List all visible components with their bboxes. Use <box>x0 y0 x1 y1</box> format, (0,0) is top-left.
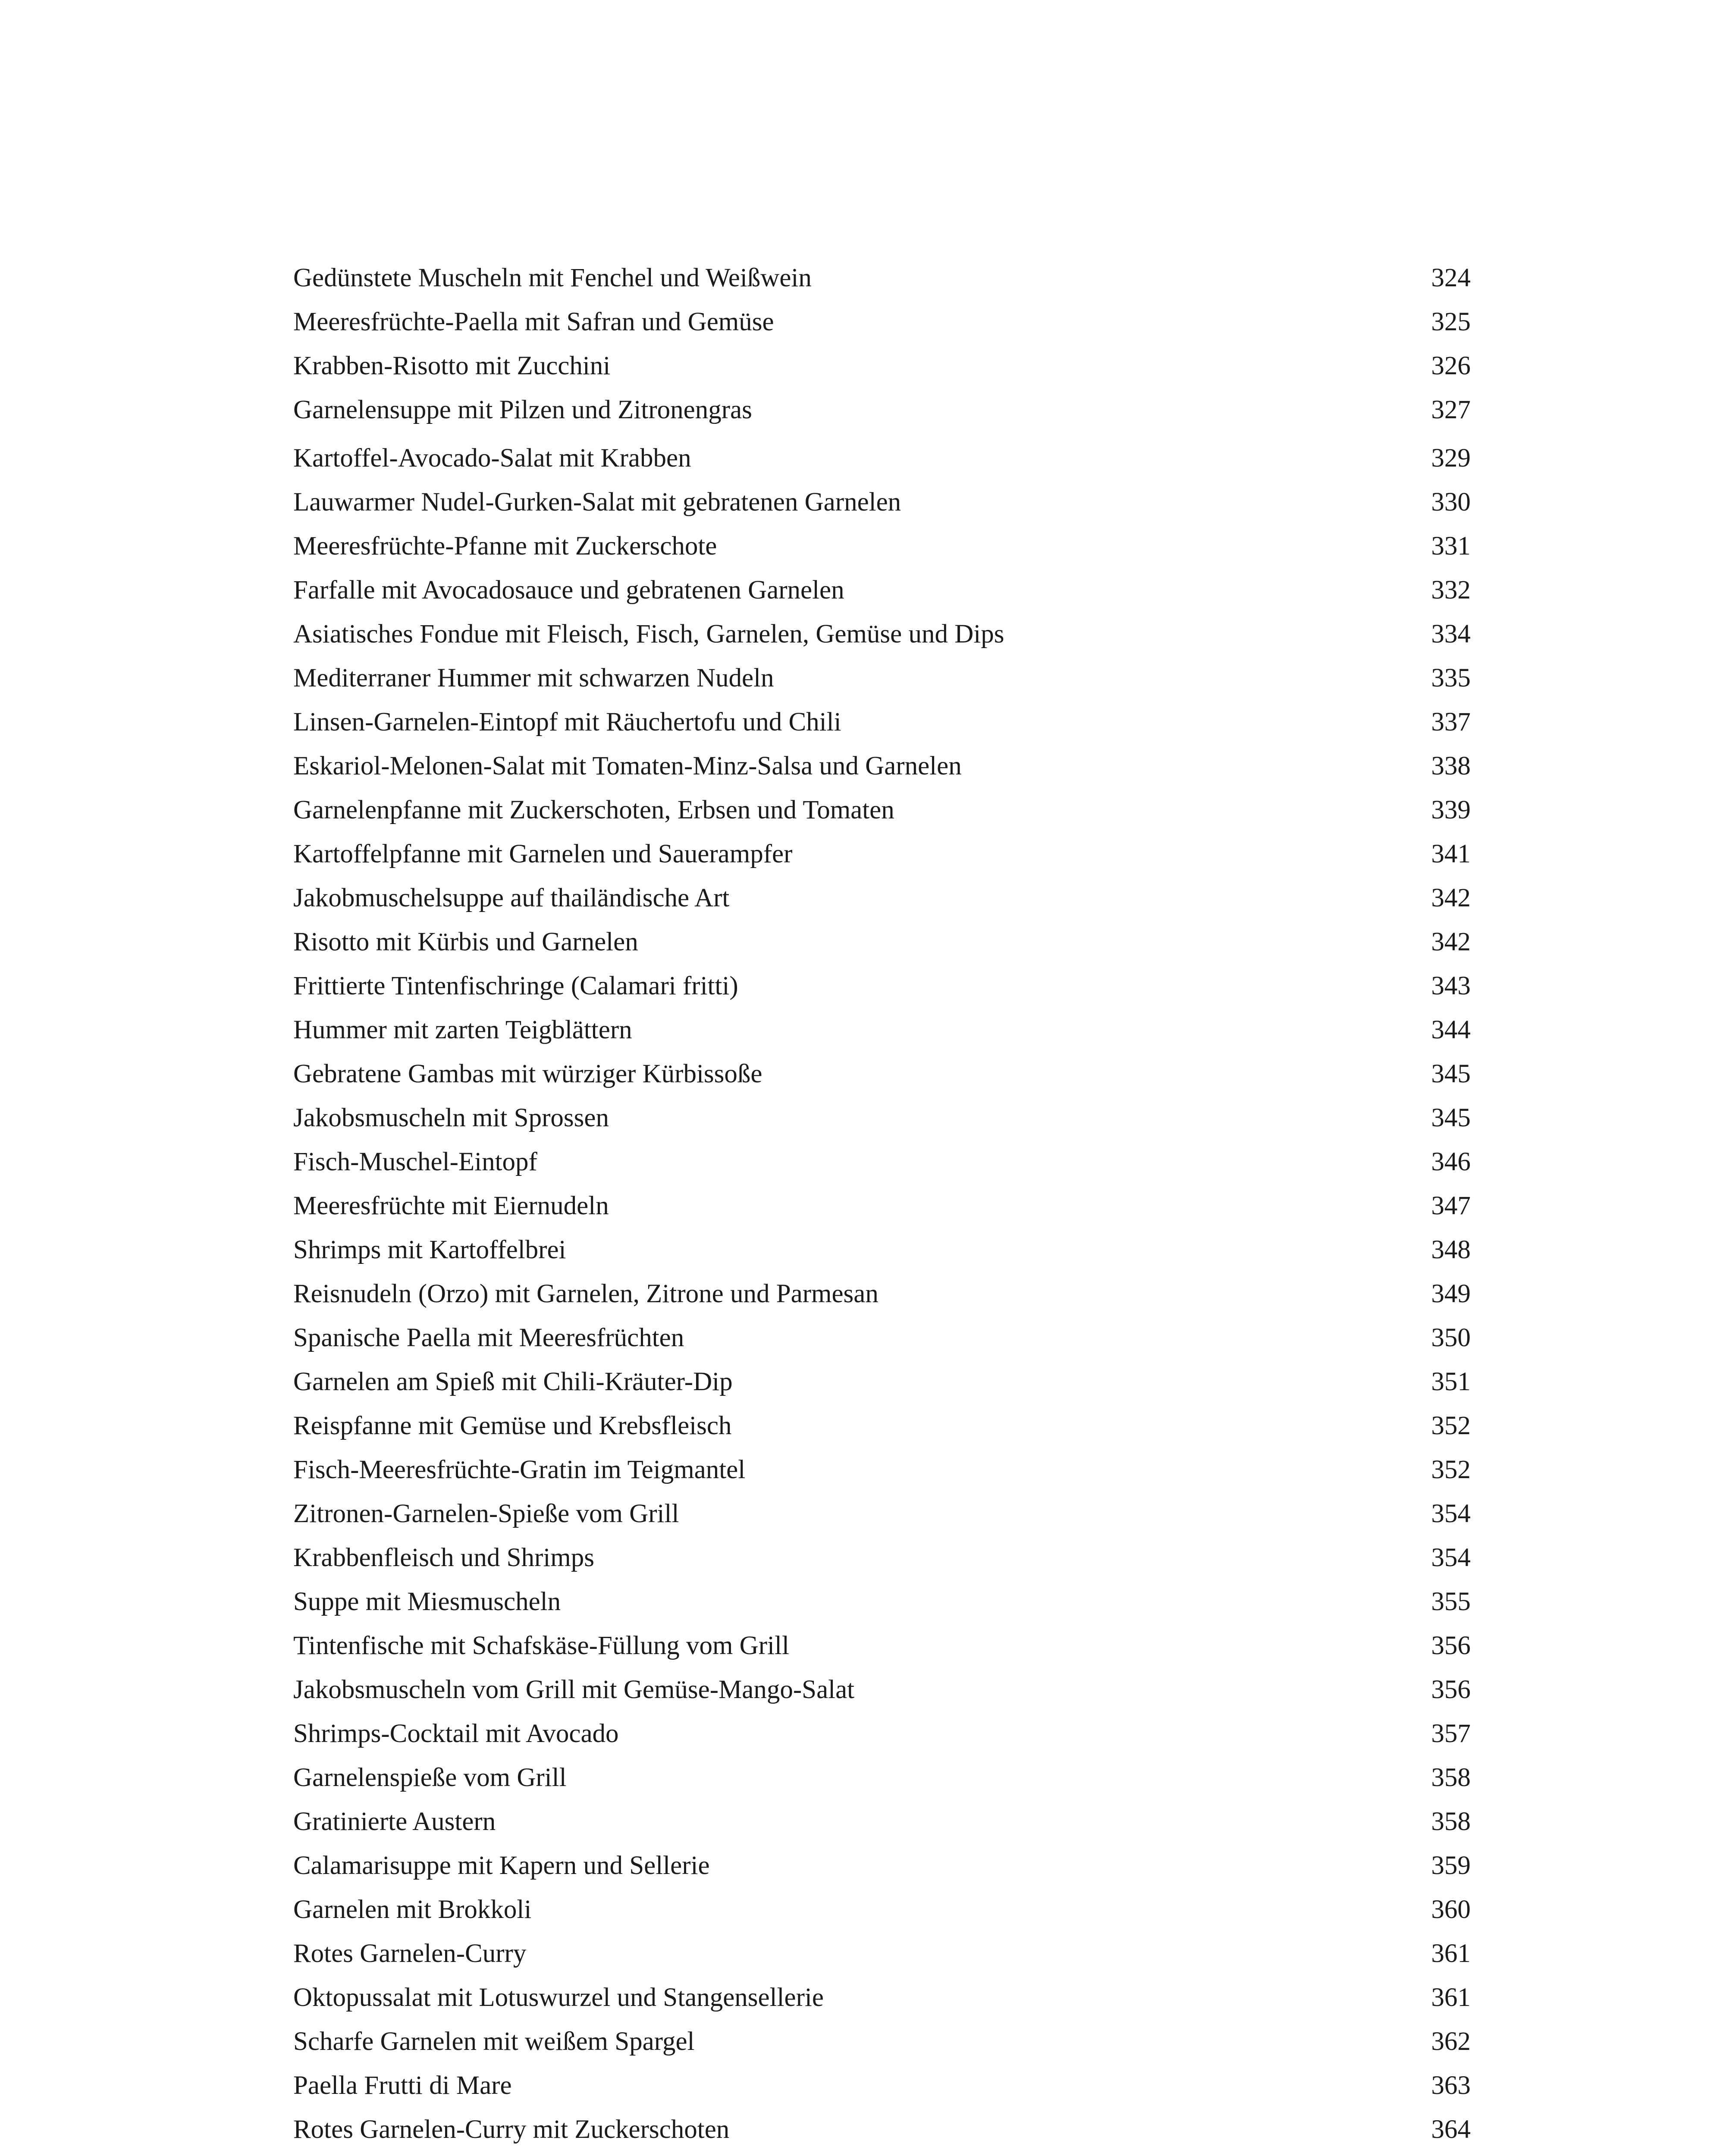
toc-entry-title: Gebratene Gambas mit würziger Kürbissoße <box>293 1059 762 1088</box>
toc-entry-title: Meeresfrüchte-Pfanne mit Zuckerschote <box>293 532 717 561</box>
toc-entry-page: 361 <box>1431 1939 1471 1968</box>
toc-entry-page: 363 <box>1431 2071 1471 2100</box>
toc-entry-title: Hummer mit zarten Teigblättern <box>293 1015 632 1044</box>
toc-entry-title: Mediterraner Hummer mit schwarzen Nudeln <box>293 664 774 693</box>
toc-entry-title: Calamarisuppe mit Kapern und Sellerie <box>293 1851 710 1880</box>
toc-entry <box>293 1844 1471 1888</box>
toc-entry <box>293 1712 1471 1756</box>
toc-entry-title: Reisnudeln (Orzo) mit Garnelen, Zitrone und Parmesan <box>293 1279 879 1308</box>
toc-entry <box>293 2108 1471 2152</box>
toc-entry-page: 338 <box>1431 752 1471 780</box>
toc-entry <box>293 524 1471 568</box>
toc-entry-title: Garnelenspieße vom Grill <box>293 1763 567 1792</box>
toc-entry-page: 342 <box>1431 884 1471 912</box>
toc-entry <box>293 436 1471 480</box>
toc-entry-page: 360 <box>1431 1895 1471 1924</box>
toc-entry <box>293 1316 1471 1360</box>
toc-entry <box>293 832 1471 876</box>
toc-entry-title: Kartoffel-Avocado-Salat mit Krabben <box>293 444 691 473</box>
toc-entry-page: 359 <box>1431 1851 1471 1880</box>
toc-entry-page: 332 <box>1431 576 1471 605</box>
toc-entry <box>293 1052 1471 1096</box>
toc-entry <box>293 1140 1471 1184</box>
toc-entry-page: 337 <box>1431 708 1471 736</box>
toc-entry <box>293 1668 1471 1712</box>
toc-entry <box>293 1932 1471 1976</box>
toc-entry-page: 345 <box>1431 1059 1471 1088</box>
toc-entry-title: Asiatisches Fondue mit Fleisch, Fisch, Garnelen, Gemüse und Dips <box>293 620 1004 649</box>
toc-entry-title: Krabbenfleisch und Shrimps <box>293 1543 594 1572</box>
toc-entry-page: 343 <box>1431 971 1471 1000</box>
toc-entry-title: Oktopussalat mit Lotuswurzel und Stangensellerie <box>293 1983 824 2012</box>
toc-entry-page: 357 <box>1431 1719 1471 1748</box>
toc-entry <box>293 1272 1471 1316</box>
toc-entry-page: 361 <box>1431 1983 1471 2012</box>
toc-entry-title: Gedünstete Muscheln mit Fenchel und Weißwein <box>293 263 812 292</box>
table-of-contents <box>293 256 1471 2152</box>
toc-entry-title: Fisch-Muschel-Eintopf <box>293 1147 537 1176</box>
toc-entry-page: 334 <box>1431 620 1471 649</box>
toc-entry <box>293 1888 1471 1932</box>
toc-entry-title: Meeresfrüchte-Paella mit Safran und Gemüse <box>293 307 774 336</box>
toc-entry <box>293 1228 1471 1272</box>
toc-entry <box>293 1360 1471 1404</box>
toc-entry-page: 345 <box>1431 1103 1471 1132</box>
toc-entry-page: 352 <box>1431 1455 1471 1484</box>
toc-entry-page: 364 <box>1431 2115 1471 2144</box>
toc-entry <box>293 344 1471 388</box>
toc-entry-page: 327 <box>1431 395 1471 424</box>
toc-entry <box>293 876 1471 920</box>
toc-entry-title: Farfalle mit Avocadosauce und gebratenen Garnelen <box>293 576 844 605</box>
toc-entry-page: 358 <box>1431 1763 1471 1792</box>
toc-entry-page: 341 <box>1431 840 1471 868</box>
toc-entry-title: Fisch-Meeresfrüchte-Gratin im Teigmantel <box>293 1455 746 1484</box>
toc-entry-title: Lauwarmer Nudel-Gurken-Salat mit gebratenen Garnelen <box>293 488 901 517</box>
toc-entry-title: Risotto mit Kürbis und Garnelen <box>293 928 638 956</box>
toc-entry-page: 352 <box>1431 1411 1471 1440</box>
toc-entry-title: Shrimps-Cocktail mit Avocado <box>293 1719 619 1748</box>
toc-entry-page: 326 <box>1431 351 1471 380</box>
toc-entry-page: 339 <box>1431 796 1471 824</box>
toc-entry-title: Jakobmuschelsuppe auf thailändische Art <box>293 884 730 912</box>
toc-entry-title: Garnelen mit Brokkoli <box>293 1895 532 1924</box>
toc-entry-title: Zitronen-Garnelen-Spieße vom Grill <box>293 1499 679 1528</box>
toc-entry-page: 355 <box>1431 1587 1471 1616</box>
toc-entry-title: Jakobsmuscheln mit Sprossen <box>293 1103 609 1132</box>
toc-entry-page: 344 <box>1431 1015 1471 1044</box>
toc-entry-page: 324 <box>1431 263 1471 292</box>
toc-entry-title: Jakobsmuscheln vom Grill mit Gemüse-Mango-Salat <box>293 1675 855 1704</box>
toc-entry <box>293 788 1471 832</box>
toc-entry <box>293 1008 1471 1052</box>
toc-entry-title: Garnelenpfanne mit Zuckerschoten, Erbsen und Tomaten <box>293 796 894 824</box>
toc-entry-title: Suppe mit Miesmuscheln <box>293 1587 561 1616</box>
toc-entry-page: 329 <box>1431 444 1471 473</box>
toc-entry-title: Meeresfrüchte mit Eiernudeln <box>293 1191 609 1220</box>
toc-entry-page: 335 <box>1431 664 1471 693</box>
toc-entry-title: Gratinierte Austern <box>293 1807 496 1836</box>
toc-entry-title: Paella Frutti di Mare <box>293 2071 512 2100</box>
toc-entry-title: Kartoffelpfanne mit Garnelen und Sauerampfer <box>293 840 793 868</box>
toc-entry <box>293 612 1471 656</box>
toc-entry-title: Garnelensuppe mit Pilzen und Zitronengras <box>293 395 752 424</box>
toc-entry-page: 331 <box>1431 532 1471 561</box>
toc-entry <box>293 1184 1471 1228</box>
toc-entry <box>293 1800 1471 1844</box>
toc-entry-title: Spanische Paella mit Meeresfrüchten <box>293 1323 684 1352</box>
toc-entry-page: 325 <box>1431 307 1471 336</box>
toc-entry <box>293 1580 1471 1624</box>
toc-entry <box>293 1624 1471 1668</box>
toc-entry <box>293 480 1471 524</box>
toc-entry-page: 347 <box>1431 1191 1471 1220</box>
toc-entry <box>293 1756 1471 1800</box>
toc-entry-title: Rotes Garnelen-Curry <box>293 1939 527 1968</box>
toc-entry <box>293 744 1471 788</box>
toc-entry-title: Frittierte Tintenfischringe (Calamari fritti) <box>293 971 738 1000</box>
toc-entry <box>293 388 1471 432</box>
toc-entry-page: 354 <box>1431 1543 1471 1572</box>
toc-entry <box>293 1492 1471 1536</box>
toc-entry-title: Rotes Garnelen-Curry mit Zuckerschoten <box>293 2115 730 2144</box>
toc-entry-page: 350 <box>1431 1323 1471 1352</box>
toc-entry <box>293 656 1471 700</box>
toc-entry-page: 358 <box>1431 1807 1471 1836</box>
toc-entry-page: 342 <box>1431 928 1471 956</box>
toc-entry-title: Eskariol-Melonen-Salat mit Tomaten-Minz-Salsa und Garnelen <box>293 752 962 780</box>
toc-entry-page: 354 <box>1431 1499 1471 1528</box>
toc-entry-page: 351 <box>1431 1367 1471 1396</box>
toc-entry-page: 346 <box>1431 1147 1471 1176</box>
toc-entry <box>293 964 1471 1008</box>
toc-entry-page: 356 <box>1431 1675 1471 1704</box>
toc-entry-title: Garnelen am Spieß mit Chili-Kräuter-Dip <box>293 1367 733 1396</box>
toc-entry-page: 348 <box>1431 1235 1471 1264</box>
toc-entry <box>293 2020 1471 2064</box>
toc-entry-page: 356 <box>1431 1631 1471 1660</box>
toc-entry <box>293 1096 1471 1140</box>
toc-entry-title: Shrimps mit Kartoffelbrei <box>293 1235 566 1264</box>
toc-entry <box>293 1404 1471 1448</box>
toc-entry <box>293 920 1471 964</box>
toc-entry-title: Krabben-Risotto mit Zucchini <box>293 351 611 380</box>
toc-entry-title: Tintenfische mit Schafskäse-Füllung vom Grill <box>293 1631 789 1660</box>
toc-entry-title: Reispfanne mit Gemüse und Krebsfleisch <box>293 1411 732 1440</box>
toc-entry <box>293 1536 1471 1580</box>
toc-entry <box>293 2064 1471 2108</box>
toc-entry <box>293 568 1471 612</box>
toc-entry <box>293 1976 1471 2020</box>
toc-entry-page: 349 <box>1431 1279 1471 1308</box>
toc-entry <box>293 700 1471 744</box>
toc-entry <box>293 1448 1471 1492</box>
toc-entry-title: Linsen-Garnelen-Eintopf mit Räuchertofu und Chili <box>293 708 841 736</box>
toc-entry-title: Scharfe Garnelen mit weißem Spargel <box>293 2027 695 2056</box>
toc-entry-page: 362 <box>1431 2027 1471 2056</box>
toc-entry <box>293 300 1471 344</box>
toc-entry-page: 330 <box>1431 488 1471 517</box>
toc-entry <box>293 256 1471 300</box>
